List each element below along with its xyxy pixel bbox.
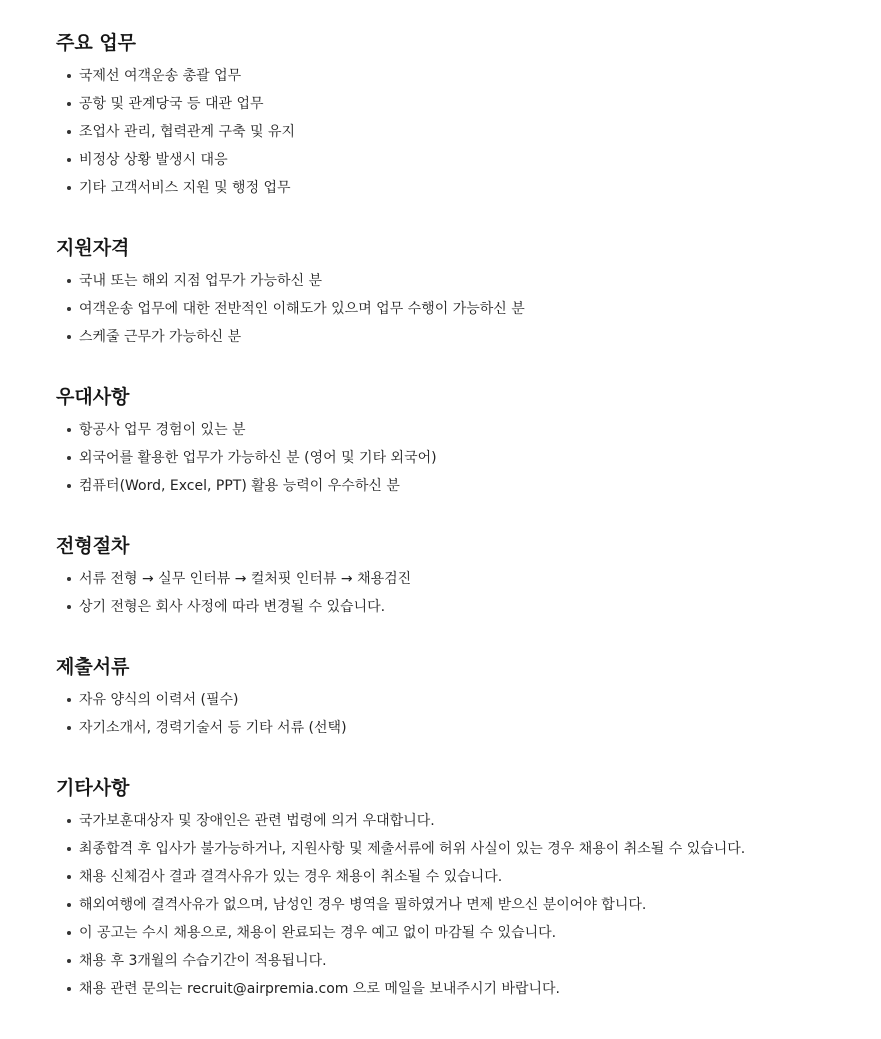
list-item-text: 항공사 업무 경험이 있는 분 [79,422,246,438]
bullet-icon [67,819,71,823]
section-other [56,775,881,1003]
list-item-text: 조업사 관리, 협력관계 구축 및 유지 [79,124,296,140]
list-item [56,891,881,919]
bullet-icon [67,605,71,609]
list-item-text: 자유 양식의 이력서 (필수) [79,692,239,708]
section-title: 전형절차 [56,535,130,557]
section-title: 제출서류 [56,656,130,678]
list-item-text: 기타 고객서비스 지원 및 행정 업무 [79,180,291,196]
list-item [56,90,881,118]
bullet-icon [67,484,71,488]
list-item-text: 스케줄 근무가 가능하신 분 [79,329,242,345]
bullet-icon [67,307,71,311]
bullet-icon [67,102,71,106]
list-item [56,472,881,500]
list-item [56,919,881,947]
list-item-text: 공항 및 관계당국 등 대관 업무 [79,96,264,112]
bullet-icon [67,875,71,879]
bullet-icon [67,903,71,907]
list-item-text: 채용 신체검사 결과 결격사유가 있는 경우 채용이 취소될 수 있습니다. [79,869,503,885]
section-preferred [56,384,881,500]
section-qualifications [56,235,881,351]
section-main-duties [56,30,881,202]
preferred-list [56,416,881,500]
list-item [56,975,881,1003]
other-list [56,807,881,1003]
list-item [56,714,881,742]
list-item [56,416,881,444]
list-item-text: 국제선 여객운송 총괄 업무 [79,68,242,84]
bullet-icon [67,279,71,283]
bullet-icon [67,158,71,162]
list-item-text: 국가보훈대상자 및 장애인은 관련 법령에 의거 우대합니다. [79,813,435,829]
list-item [56,118,881,146]
list-item-text: 외국어를 활용한 업무가 가능하신 분 (영어 및 기타 외국어) [79,450,437,466]
bullet-icon [67,74,71,78]
section-title: 주요 업무 [56,32,137,54]
section-title: 우대사항 [56,386,130,408]
section-documents [56,654,881,742]
bullet-icon [67,847,71,851]
bullet-icon [67,186,71,190]
list-item [56,323,881,351]
list-item [56,565,881,593]
list-item [56,807,881,835]
list-item [56,835,881,863]
bullet-icon [67,130,71,134]
list-item-text: 해외여행에 결격사유가 없으며, 남성인 경우 병역을 필하였거나 면제 받으신 분이어야 합니다. [79,897,647,913]
list-item-text: 채용 후 3개월의 수습기간이 적용됩니다. [79,953,327,969]
list-item-text: 비정상 상황 발생시 대응 [79,152,228,168]
list-item [56,62,881,90]
documents-list [56,686,881,742]
list-item-text: 여객운송 업무에 대한 전반적인 이해도가 있으며 업무 수행이 가능하신 분 [79,301,525,317]
list-item [56,146,881,174]
qualifications-list [56,267,881,351]
section-hiring-process [56,533,881,621]
list-item [56,863,881,891]
list-item [56,947,881,975]
process-list [56,565,881,621]
bullet-icon [67,577,71,581]
list-item-text: 국내 또는 해외 지점 업무가 가능하신 분 [79,273,323,289]
bullet-icon [67,456,71,460]
bullet-icon [67,698,71,702]
list-item [56,593,881,621]
section-title: 기타사항 [56,777,130,799]
list-item-text: 컴퓨터(Word, Excel, PPT) 활용 능력이 우수하신 분 [79,478,400,494]
list-item-text: 상기 전형은 회사 사정에 따라 변경될 수 있습니다. [79,599,386,615]
list-item [56,444,881,472]
list-item-text: 채용 관련 문의는 recruit@airpremia.com 으로 메일을 보내주시기 바랍니다. [79,981,561,997]
bullet-icon [67,931,71,935]
list-item [56,686,881,714]
section-title: 지원자격 [56,237,130,259]
list-item [56,174,881,202]
list-item-text: 최종합격 후 입사가 불가능하거나, 지원사항 및 제출서류에 허위 사실이 있는 경우 채용이 취소될 수 있습니다. [79,841,746,857]
list-item [56,267,881,295]
bullet-icon [67,335,71,339]
bullet-icon [67,959,71,963]
list-item [56,295,881,323]
bullet-icon [67,428,71,432]
duties-list [56,62,881,202]
bullet-icon [67,987,71,991]
list-item-text: 서류 전형 → 실무 인터뷰 → 컬처핏 인터뷰 → 채용검진 [79,571,412,587]
bullet-icon [67,726,71,730]
list-item-text: 이 공고는 수시 채용으로, 채용이 완료되는 경우 예고 없이 마감될 수 있습니다. [79,925,557,941]
list-item-text: 자기소개서, 경력기술서 등 기타 서류 (선택) [79,720,347,736]
